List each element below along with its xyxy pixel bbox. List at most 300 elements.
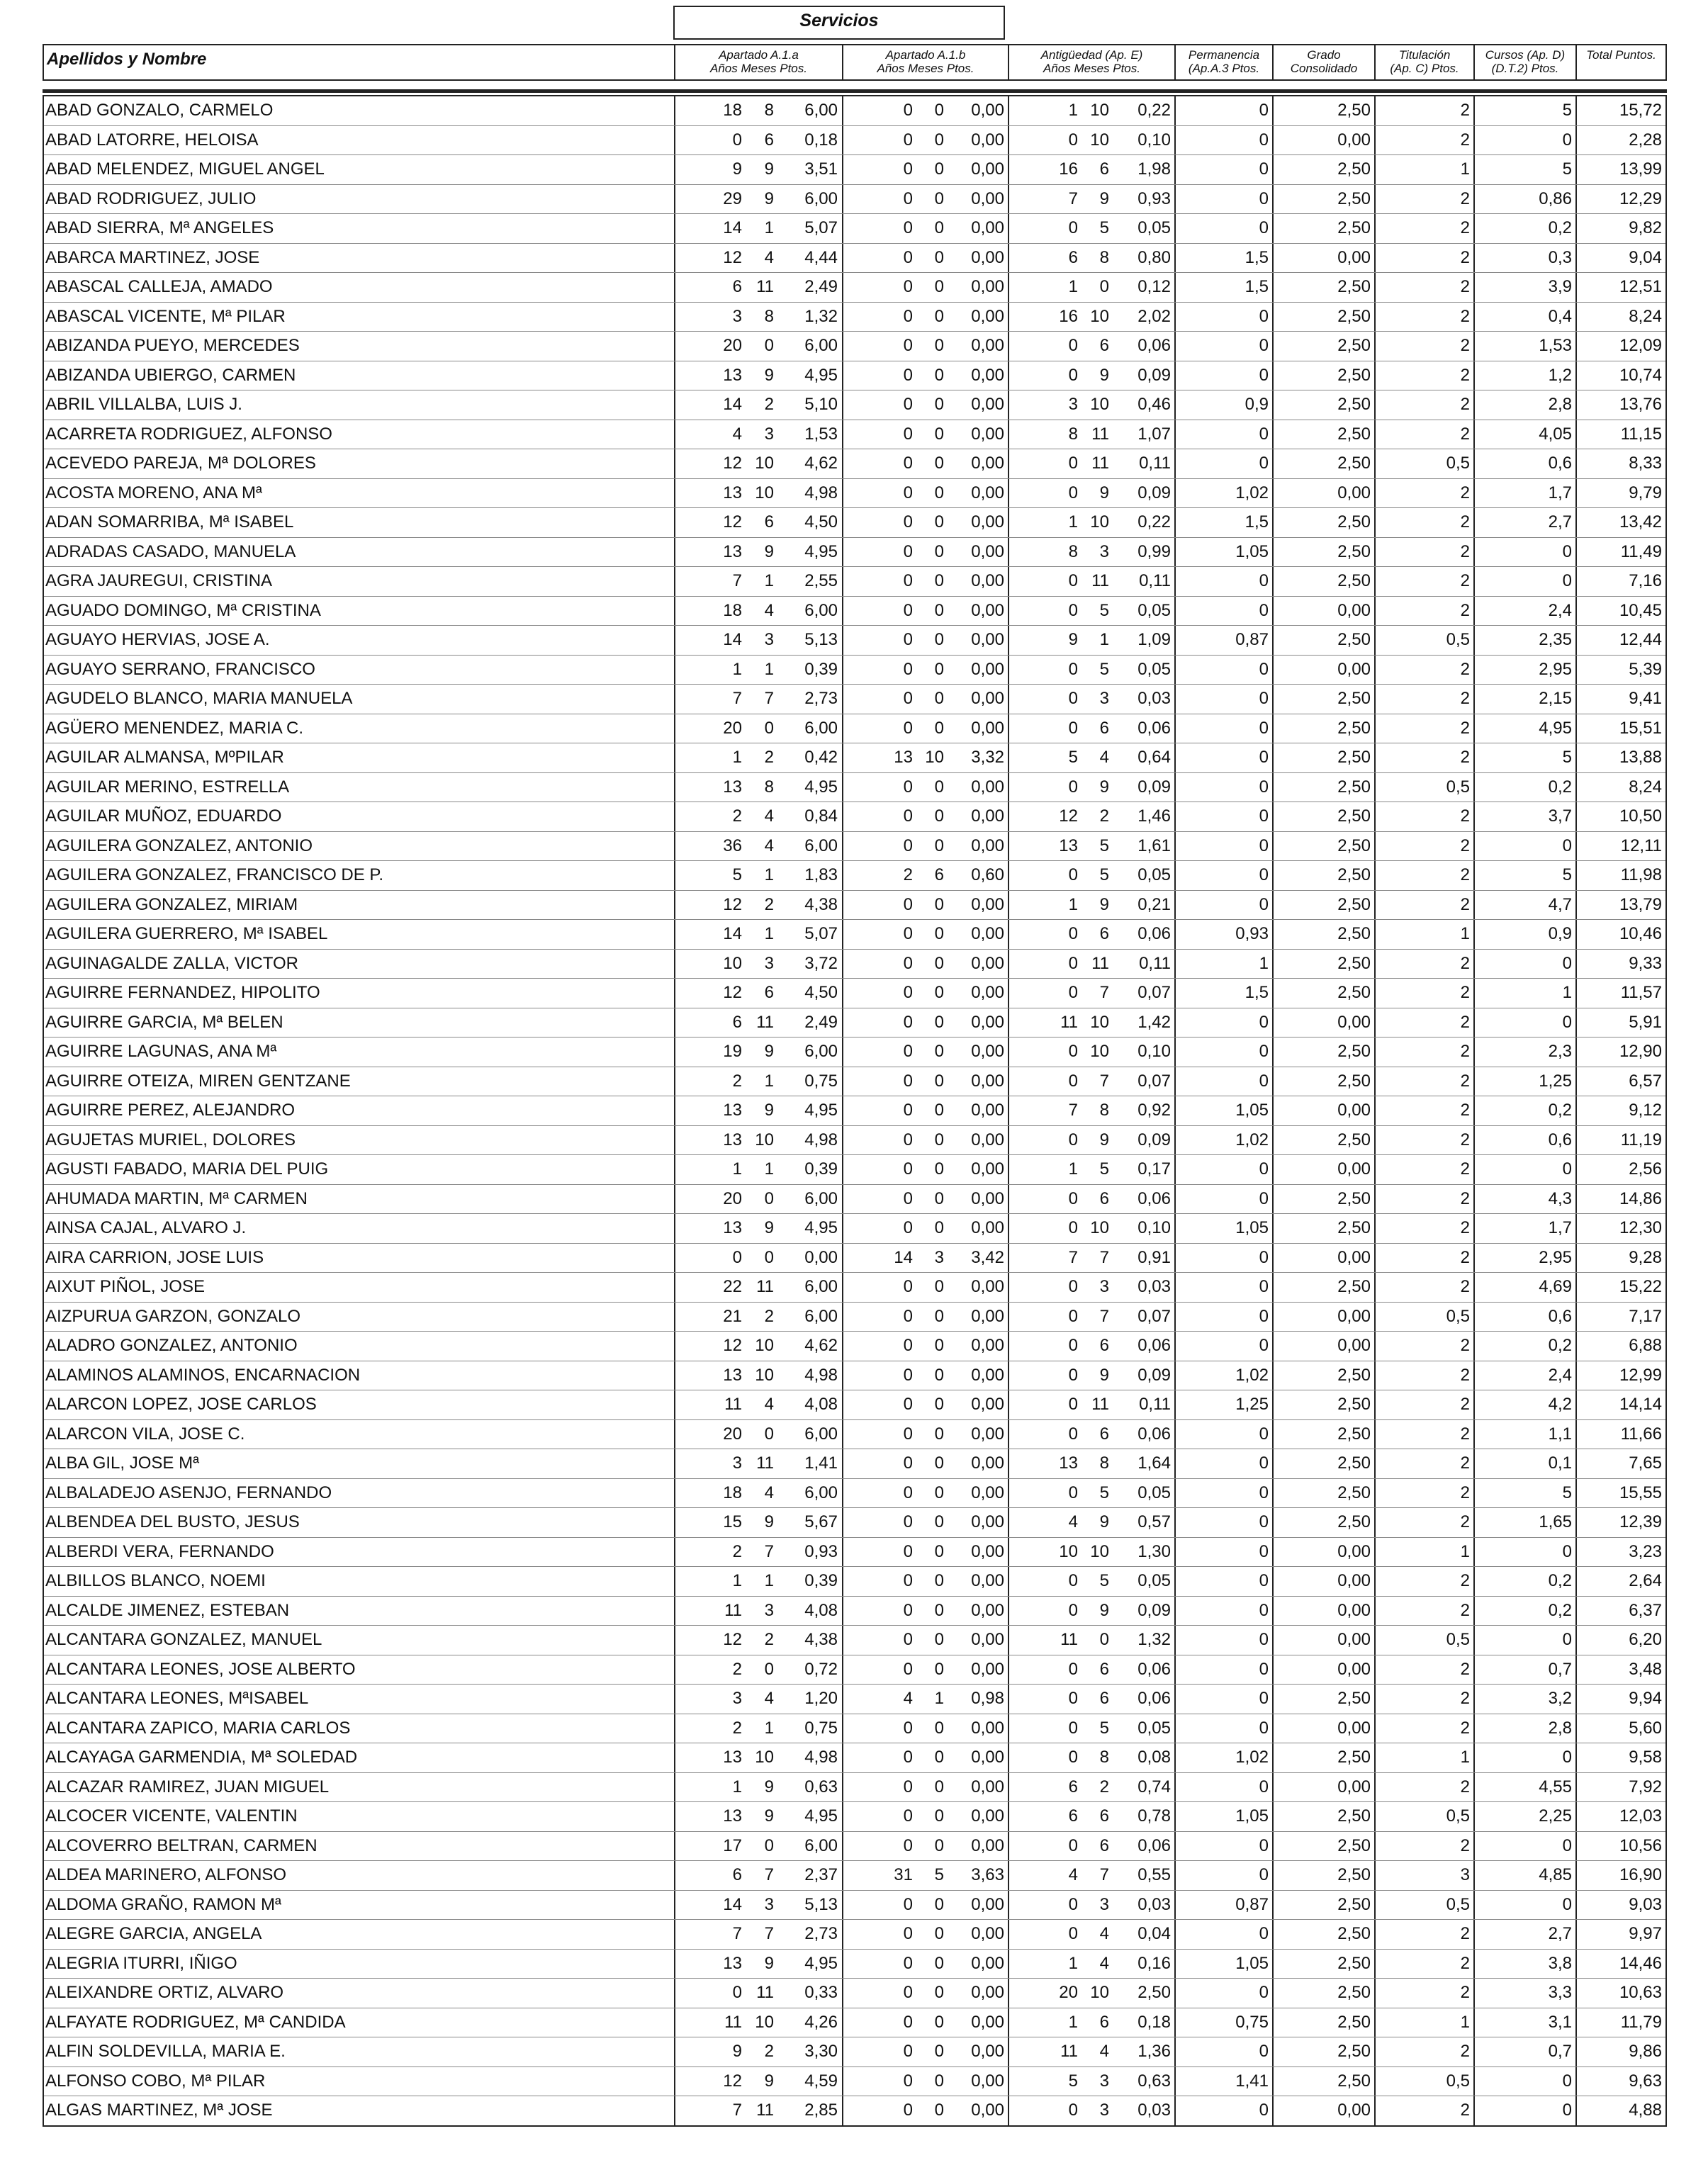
cell-total: 12,29 bbox=[1619, 189, 1662, 208]
cell-permanencia: 0 bbox=[1259, 1247, 1269, 1267]
table-row[interactable] bbox=[44, 1244, 1665, 1273]
cell-nombre: ABAD GONZALO, CARMELO bbox=[45, 101, 274, 120]
cell-titulacion: 2 bbox=[1460, 1277, 1470, 1296]
cell-titulacion: 2 bbox=[1460, 2042, 1470, 2061]
cell-total: 9,97 bbox=[1629, 1924, 1662, 1943]
cell-grado: 0,00 bbox=[1337, 1159, 1371, 1179]
table-row[interactable] bbox=[44, 1361, 1665, 1391]
cell-permanencia: 0 bbox=[1259, 1571, 1269, 1590]
cell-a1b-anios: 0 bbox=[903, 600, 913, 620]
cell-a1a-ptos: 2,49 bbox=[804, 277, 838, 296]
cell-a1b-meses: 0 bbox=[934, 718, 944, 738]
cell-cursos: 0 bbox=[1562, 1159, 1572, 1179]
cell-titulacion: 2 bbox=[1460, 2101, 1470, 2120]
table-row[interactable] bbox=[44, 273, 1665, 303]
cell-cursos: 2,8 bbox=[1548, 395, 1572, 414]
cell-a1b-anios: 0 bbox=[903, 806, 913, 826]
table-row[interactable] bbox=[44, 1685, 1665, 1714]
table-row[interactable] bbox=[44, 1126, 1665, 1156]
cell-a1a-ptos: 0,93 bbox=[804, 1541, 838, 1561]
cell-a1b-meses: 0 bbox=[934, 1483, 944, 1502]
cell-permanencia: 1,41 bbox=[1235, 2071, 1269, 2091]
cell-grado: 0,00 bbox=[1337, 659, 1371, 679]
table-row[interactable] bbox=[44, 802, 1665, 832]
cell-nombre: AGUDELO BLANCO, MARIA MANUELA bbox=[45, 689, 353, 708]
header-label: Permanencia bbox=[1188, 48, 1260, 62]
header-sublabel: Años Meses Ptos. bbox=[877, 62, 974, 75]
header-permanencia bbox=[1174, 45, 1272, 79]
cell-antig-anios: 0 bbox=[1068, 483, 1078, 502]
cell-a1a-ptos: 0,75 bbox=[804, 1071, 838, 1091]
cell-antig-anios: 0 bbox=[1068, 659, 1078, 679]
table-row[interactable] bbox=[44, 743, 1665, 773]
table-row[interactable] bbox=[44, 1773, 1665, 1803]
cell-a1b-ptos: 0,00 bbox=[971, 659, 1004, 679]
cell-total: 12,09 bbox=[1619, 336, 1662, 355]
cell-titulacion: 0,5 bbox=[1446, 2071, 1470, 2091]
cell-nombre: AIXUT PIÑOL, JOSE bbox=[45, 1277, 205, 1296]
cell-a1a-anios: 12 bbox=[723, 983, 742, 1002]
cell-a1a-meses: 1 bbox=[764, 571, 774, 590]
cell-a1a-meses: 10 bbox=[755, 1130, 774, 1149]
cell-antig-anios: 4 bbox=[1068, 1865, 1078, 1884]
cell-a1b-meses: 0 bbox=[934, 189, 944, 208]
table-row[interactable] bbox=[44, 2037, 1665, 2067]
cell-permanencia: 0 bbox=[1259, 865, 1269, 884]
table-row[interactable] bbox=[44, 214, 1665, 244]
cell-titulacion: 2 bbox=[1460, 600, 1470, 620]
cell-antig-meses: 10 bbox=[1090, 306, 1109, 326]
cell-a1a-ptos: 3,51 bbox=[804, 159, 838, 179]
cell-antig-anios: 0 bbox=[1068, 1395, 1078, 1414]
table-row[interactable] bbox=[44, 390, 1665, 420]
cell-permanencia: 0 bbox=[1259, 1924, 1269, 1943]
cell-a1b-meses: 0 bbox=[934, 101, 944, 120]
cell-nombre: ALARCON LOPEZ, JOSE CARLOS bbox=[45, 1395, 317, 1414]
cell-grado: 2,50 bbox=[1337, 541, 1371, 561]
cell-grado: 0,00 bbox=[1337, 1571, 1371, 1590]
cell-a1a-ptos: 0,39 bbox=[804, 1571, 838, 1590]
cell-antig-meses: 6 bbox=[1099, 1806, 1109, 1826]
cell-a1a-ptos: 2,73 bbox=[804, 1924, 838, 1943]
cell-nombre: ALCANTARA LEONES, MªISABEL bbox=[45, 1689, 309, 1708]
table-row[interactable] bbox=[44, 2008, 1665, 2038]
cell-a1b-ptos: 0,00 bbox=[971, 1894, 1004, 1914]
cell-a1b-meses: 0 bbox=[934, 1071, 944, 1091]
cell-a1b-ptos: 0,00 bbox=[971, 454, 1004, 473]
cell-a1b-anios: 0 bbox=[903, 483, 913, 502]
cell-antig-anios: 0 bbox=[1068, 1306, 1078, 1326]
table-row[interactable] bbox=[44, 1950, 1665, 1979]
cell-antig-meses: 10 bbox=[1090, 1541, 1109, 1561]
cell-total: 11,49 bbox=[1620, 541, 1662, 561]
table-row[interactable] bbox=[44, 1802, 1665, 1832]
table-row[interactable] bbox=[44, 1155, 1665, 1185]
cell-a1b-anios: 2 bbox=[903, 865, 913, 884]
cell-titulacion: 2 bbox=[1460, 101, 1470, 120]
table-row[interactable] bbox=[44, 685, 1665, 714]
cell-a1b-meses: 0 bbox=[934, 1806, 944, 1826]
cell-a1b-meses: 0 bbox=[934, 689, 944, 708]
cell-a1b-meses: 0 bbox=[934, 571, 944, 590]
cell-a1b-meses: 0 bbox=[934, 1188, 944, 1208]
table-row[interactable] bbox=[44, 1037, 1665, 1067]
cell-antig-meses: 8 bbox=[1099, 1101, 1109, 1120]
table-row[interactable] bbox=[44, 1891, 1665, 1921]
cell-permanencia: 0 bbox=[1259, 1188, 1269, 1208]
cell-a1a-anios: 3 bbox=[732, 1453, 742, 1473]
cell-a1a-ptos: 4,98 bbox=[804, 483, 838, 502]
cell-a1b-meses: 0 bbox=[934, 424, 944, 444]
cell-a1b-ptos: 0,00 bbox=[971, 424, 1004, 444]
cell-a1b-ptos: 0,00 bbox=[971, 836, 1004, 855]
cell-nombre: ALDOMA GRAÑO, RAMON Mª bbox=[45, 1894, 281, 1914]
cell-antig-meses: 9 bbox=[1099, 189, 1109, 208]
cell-total: 11,19 bbox=[1620, 1130, 1662, 1149]
table-row[interactable] bbox=[44, 538, 1665, 568]
cell-antig-anios: 0 bbox=[1068, 1571, 1078, 1590]
cell-nombre: AGRA JAUREGUI, CRISTINA bbox=[45, 571, 273, 590]
cell-antig-anios: 0 bbox=[1068, 1188, 1078, 1208]
cell-antig-ptos: 0,06 bbox=[1137, 1424, 1171, 1444]
table-row[interactable] bbox=[44, 1655, 1665, 1685]
header-sublabel: Años Meses Ptos. bbox=[709, 62, 807, 75]
table-row[interactable] bbox=[44, 361, 1665, 391]
cell-grado: 0,00 bbox=[1337, 1718, 1371, 1738]
cell-a1a-anios: 7 bbox=[732, 571, 742, 590]
table-row[interactable] bbox=[44, 1332, 1665, 1361]
cell-a1b-ptos: 0,00 bbox=[971, 1277, 1004, 1296]
table-row[interactable] bbox=[44, 1096, 1665, 1126]
table-row[interactable] bbox=[44, 1214, 1665, 1244]
cell-permanencia: 0 bbox=[1259, 1983, 1269, 2002]
cell-grado: 2,50 bbox=[1337, 983, 1371, 1002]
cell-a1a-meses: 9 bbox=[764, 159, 774, 179]
table-row[interactable] bbox=[44, 1714, 1665, 1744]
cell-a1b-ptos: 0,00 bbox=[971, 1718, 1004, 1738]
cell-nombre: ALCOVERRO BELTRAN, CARMEN bbox=[45, 1835, 318, 1855]
cell-antig-anios: 0 bbox=[1068, 218, 1078, 237]
cell-antig-anios: 1 bbox=[1068, 1953, 1078, 1973]
cell-a1a-anios: 2 bbox=[732, 1659, 742, 1679]
cell-a1b-anios: 0 bbox=[903, 1188, 913, 1208]
header-label: Titulación bbox=[1398, 48, 1451, 62]
table-row[interactable] bbox=[44, 714, 1665, 744]
cell-permanencia: 1,02 bbox=[1235, 1130, 1269, 1149]
cell-antig-ptos: 0,99 bbox=[1137, 541, 1171, 561]
cell-antig-anios: 0 bbox=[1068, 1483, 1078, 1502]
cell-nombre: ABAD MELENDEZ, MIGUEL ANGEL bbox=[45, 159, 325, 179]
table-row[interactable] bbox=[44, 1979, 1665, 2008]
table-row[interactable] bbox=[44, 1508, 1665, 1538]
cell-antig-anios: 0 bbox=[1068, 1042, 1078, 1061]
cell-a1b-anios: 0 bbox=[903, 894, 913, 914]
table-row[interactable] bbox=[44, 1390, 1665, 1420]
cell-nombre: AIZPURUA GARZON, GONZALO bbox=[45, 1306, 301, 1326]
cell-antig-anios: 4 bbox=[1068, 1512, 1078, 1531]
cell-antig-anios: 10 bbox=[1059, 1541, 1078, 1561]
cell-antig-meses: 11 bbox=[1091, 571, 1109, 590]
table-row[interactable] bbox=[44, 1920, 1665, 1950]
cell-nombre: ALCALDE JIMENEZ, ESTEBAN bbox=[45, 1600, 290, 1620]
cell-a1b-ptos: 0,00 bbox=[971, 1777, 1004, 1796]
cell-a1a-anios: 13 bbox=[723, 1748, 742, 1767]
table-row[interactable] bbox=[44, 1743, 1665, 1773]
cell-total: 11,66 bbox=[1620, 1424, 1662, 1444]
table-row[interactable] bbox=[44, 567, 1665, 597]
cell-a1b-anios: 0 bbox=[903, 218, 913, 237]
table-row[interactable] bbox=[44, 303, 1665, 332]
cell-a1a-meses: 1 bbox=[764, 1071, 774, 1091]
cell-permanencia: 0 bbox=[1259, 424, 1269, 444]
cell-antig-meses: 6 bbox=[1099, 1336, 1109, 1355]
cell-a1b-meses: 5 bbox=[934, 1865, 944, 1884]
cell-a1a-ptos: 6,00 bbox=[804, 1277, 838, 1296]
cell-titulacion: 2 bbox=[1460, 1924, 1470, 1943]
cell-antig-ptos: 1,98 bbox=[1137, 159, 1171, 179]
cell-antig-meses: 9 bbox=[1099, 1512, 1109, 1531]
cell-cursos: 0,6 bbox=[1548, 1306, 1572, 1326]
table-row[interactable] bbox=[44, 96, 1665, 126]
cell-a1b-ptos: 0,00 bbox=[971, 1835, 1004, 1855]
table-row[interactable] bbox=[44, 155, 1665, 185]
table-row[interactable] bbox=[44, 656, 1665, 685]
cell-a1a-anios: 36 bbox=[723, 836, 742, 855]
cell-titulacion: 2 bbox=[1460, 806, 1470, 826]
cell-a1a-meses: 9 bbox=[764, 1806, 774, 1826]
cell-a1a-anios: 13 bbox=[723, 365, 742, 385]
table-row[interactable] bbox=[44, 1303, 1665, 1332]
cell-antig-ptos: 0,06 bbox=[1137, 1659, 1171, 1679]
cell-a1b-meses: 6 bbox=[934, 865, 944, 884]
table-row[interactable] bbox=[44, 597, 1665, 626]
cell-a1a-ptos: 0,33 bbox=[804, 1983, 838, 2002]
cell-antig-anios: 3 bbox=[1068, 395, 1078, 414]
table-row[interactable] bbox=[44, 2096, 1665, 2125]
cell-total: 9,63 bbox=[1629, 2071, 1662, 2091]
table-row[interactable] bbox=[44, 1273, 1665, 1303]
cell-cursos: 0,2 bbox=[1548, 1600, 1572, 1620]
cell-a1a-ptos: 6,00 bbox=[804, 1483, 838, 1502]
table-row[interactable] bbox=[44, 479, 1665, 509]
table-row[interactable] bbox=[44, 1185, 1665, 1215]
cell-total: 11,98 bbox=[1620, 865, 1662, 884]
cell-antig-ptos: 0,10 bbox=[1137, 1218, 1171, 1237]
cell-antig-ptos: 0,11 bbox=[1139, 1395, 1171, 1414]
cell-titulacion: 2 bbox=[1460, 247, 1470, 267]
cell-antig-ptos: 1,32 bbox=[1137, 1630, 1171, 1649]
cell-a1a-anios: 14 bbox=[723, 395, 742, 414]
table-row[interactable] bbox=[44, 891, 1665, 921]
cell-total: 9,03 bbox=[1629, 1894, 1662, 1914]
cell-cursos: 0,6 bbox=[1548, 454, 1572, 473]
cell-a1b-ptos: 0,00 bbox=[971, 1012, 1004, 1032]
cell-a1a-meses: 2 bbox=[764, 894, 774, 914]
header-label: Total Puntos. bbox=[1586, 48, 1656, 62]
cell-a1a-anios: 20 bbox=[723, 718, 742, 738]
cell-a1a-anios: 0 bbox=[732, 1983, 742, 2002]
cell-a1a-ptos: 4,95 bbox=[804, 365, 838, 385]
table-row[interactable] bbox=[44, 1626, 1665, 1655]
cell-total: 2,28 bbox=[1629, 130, 1662, 150]
cell-nombre: ADAN SOMARRIBA, Mª ISABEL bbox=[45, 512, 294, 532]
cell-a1a-anios: 14 bbox=[723, 630, 742, 649]
cell-antig-meses: 8 bbox=[1099, 1748, 1109, 1767]
cell-grado: 2,50 bbox=[1337, 865, 1371, 884]
cell-a1b-anios: 0 bbox=[903, 247, 913, 267]
cell-a1b-meses: 0 bbox=[934, 1630, 944, 1649]
cell-antig-ptos: 0,08 bbox=[1137, 1748, 1171, 1767]
cell-nombre: ALFAYATE RODRIGUEZ, Mª CANDIDA bbox=[45, 2012, 346, 2032]
cell-permanencia: 1,5 bbox=[1245, 247, 1269, 267]
cell-permanencia: 0 bbox=[1259, 1306, 1269, 1326]
cell-a1a-anios: 7 bbox=[732, 2101, 742, 2120]
cell-antig-meses: 7 bbox=[1099, 1247, 1109, 1267]
table-row[interactable] bbox=[44, 508, 1665, 538]
cell-cursos: 4,69 bbox=[1539, 1277, 1572, 1296]
table-row[interactable] bbox=[44, 1067, 1665, 1097]
cell-a1a-anios: 12 bbox=[723, 247, 742, 267]
table-row[interactable] bbox=[44, 773, 1665, 803]
cell-a1a-meses: 4 bbox=[764, 1395, 774, 1414]
cell-a1a-meses: 0 bbox=[764, 1659, 774, 1679]
cell-titulacion: 1 bbox=[1460, 1541, 1470, 1561]
cell-a1b-anios: 0 bbox=[903, 365, 913, 385]
cell-antig-meses: 10 bbox=[1090, 1012, 1109, 1032]
table-row[interactable] bbox=[44, 1479, 1665, 1509]
cell-nombre: ALAMINOS ALAMINOS, ENCARNACION bbox=[45, 1365, 361, 1385]
cell-antig-anios: 5 bbox=[1068, 2071, 1078, 2091]
cell-cursos: 2,4 bbox=[1548, 1365, 1572, 1385]
cell-antig-anios: 5 bbox=[1068, 748, 1078, 767]
table-row[interactable] bbox=[44, 244, 1665, 274]
cell-grado: 2,50 bbox=[1337, 630, 1371, 649]
table-row[interactable] bbox=[44, 1538, 1665, 1568]
table-row[interactable] bbox=[44, 979, 1665, 1008]
cell-grado: 2,50 bbox=[1337, 1188, 1371, 1208]
cell-a1a-anios: 6 bbox=[732, 1865, 742, 1884]
cell-permanencia: 0 bbox=[1259, 1512, 1269, 1531]
table-row[interactable] bbox=[44, 1832, 1665, 1862]
cell-a1a-ptos: 1,53 bbox=[804, 424, 838, 444]
cell-antig-anios: 12 bbox=[1059, 806, 1078, 826]
cell-a1b-anios: 0 bbox=[903, 1512, 913, 1531]
cell-a1a-meses: 9 bbox=[764, 541, 774, 561]
cell-a1b-ptos: 0,00 bbox=[971, 2012, 1004, 2032]
table-row[interactable] bbox=[44, 1008, 1665, 1038]
cell-grado: 2,50 bbox=[1337, 571, 1371, 590]
cell-a1a-ptos: 1,20 bbox=[804, 1689, 838, 1708]
table-row[interactable] bbox=[44, 332, 1665, 361]
cell-permanencia: 0 bbox=[1259, 1159, 1269, 1179]
table-row[interactable] bbox=[44, 861, 1665, 891]
cell-antig-anios: 0 bbox=[1068, 1336, 1078, 1355]
cell-a1a-ptos: 4,98 bbox=[804, 1130, 838, 1149]
cell-antig-meses: 9 bbox=[1099, 1365, 1109, 1385]
cell-a1b-meses: 0 bbox=[934, 1541, 944, 1561]
cell-a1b-meses: 0 bbox=[934, 1012, 944, 1032]
cell-a1a-ptos: 4,62 bbox=[804, 454, 838, 473]
table-row[interactable] bbox=[44, 1597, 1665, 1626]
cell-titulacion: 2 bbox=[1460, 1365, 1470, 1385]
cell-a1a-anios: 3 bbox=[732, 306, 742, 326]
table-row[interactable] bbox=[44, 950, 1665, 979]
cell-a1a-ptos: 4,62 bbox=[804, 1336, 838, 1355]
cell-antig-meses: 3 bbox=[1099, 1894, 1109, 1914]
cell-a1a-anios: 13 bbox=[723, 1101, 742, 1120]
cell-a1b-meses: 0 bbox=[934, 1365, 944, 1385]
cell-a1a-ptos: 6,00 bbox=[804, 836, 838, 855]
cell-nombre: AGUILERA GONZALEZ, ANTONIO bbox=[45, 836, 313, 855]
table-row[interactable] bbox=[44, 832, 1665, 862]
cell-a1a-ptos: 4,26 bbox=[804, 2012, 838, 2032]
cell-antig-meses: 10 bbox=[1090, 130, 1109, 150]
cell-a1a-ptos: 3,30 bbox=[804, 2042, 838, 2061]
cell-grado: 0,00 bbox=[1337, 1777, 1371, 1796]
cell-permanencia: 0 bbox=[1259, 1336, 1269, 1355]
cell-antig-meses: 9 bbox=[1099, 1130, 1109, 1149]
header-label: Apartado A.1.a bbox=[719, 48, 799, 62]
cell-permanencia: 0,93 bbox=[1235, 924, 1269, 943]
cell-cursos: 0,7 bbox=[1548, 1659, 1572, 1679]
cell-grado: 2,50 bbox=[1337, 1483, 1371, 1502]
table-row[interactable] bbox=[44, 185, 1665, 215]
cell-a1a-ptos: 6,00 bbox=[804, 1306, 838, 1326]
cell-a1a-meses: 1 bbox=[764, 1571, 774, 1590]
table-row[interactable] bbox=[44, 2067, 1665, 2097]
cell-nombre: ALDEA MARINERO, ALFONSO bbox=[45, 1865, 287, 1884]
cell-a1b-ptos: 3,63 bbox=[971, 1865, 1004, 1884]
cell-a1b-ptos: 0,00 bbox=[971, 2071, 1004, 2091]
table-row[interactable] bbox=[44, 126, 1665, 156]
cell-cursos: 0,9 bbox=[1548, 924, 1572, 943]
table-row[interactable] bbox=[44, 1861, 1665, 1891]
cell-titulacion: 2 bbox=[1460, 689, 1470, 708]
cell-cursos: 4,55 bbox=[1539, 1777, 1572, 1796]
cell-antig-anios: 1 bbox=[1068, 2012, 1078, 2032]
cell-permanencia: 1,05 bbox=[1235, 541, 1269, 561]
cell-nombre: AGÜERO MENENDEZ, MARIA C. bbox=[45, 718, 304, 738]
table-row[interactable] bbox=[44, 1567, 1665, 1597]
cell-a1b-anios: 0 bbox=[903, 1718, 913, 1738]
table-row[interactable] bbox=[44, 420, 1665, 450]
cell-permanencia: 0 bbox=[1259, 1659, 1269, 1679]
cell-permanencia: 0 bbox=[1259, 1277, 1269, 1296]
table-row[interactable] bbox=[44, 449, 1665, 479]
table-row[interactable] bbox=[44, 920, 1665, 950]
table-header bbox=[43, 44, 1667, 81]
table-row[interactable] bbox=[44, 1449, 1665, 1479]
cell-a1b-meses: 1 bbox=[934, 1689, 944, 1708]
cell-a1a-meses: 0 bbox=[764, 1247, 774, 1267]
cell-a1a-anios: 20 bbox=[723, 336, 742, 355]
cell-titulacion: 2 bbox=[1460, 1247, 1470, 1267]
cell-a1b-meses: 0 bbox=[934, 365, 944, 385]
cell-a1a-meses: 9 bbox=[764, 1777, 774, 1796]
cell-cursos: 0,3 bbox=[1548, 247, 1572, 267]
cell-nombre: ALBERDI VERA, FERNANDO bbox=[45, 1541, 274, 1561]
cell-grado: 0,00 bbox=[1337, 1247, 1371, 1267]
cell-a1a-meses: 11 bbox=[756, 1453, 774, 1473]
cell-antig-meses: 5 bbox=[1099, 218, 1109, 237]
cell-a1b-anios: 0 bbox=[903, 1659, 913, 1679]
cell-antig-anios: 6 bbox=[1068, 247, 1078, 267]
cell-grado: 2,50 bbox=[1337, 689, 1371, 708]
table-row[interactable] bbox=[44, 626, 1665, 656]
cell-a1a-anios: 5 bbox=[732, 865, 742, 884]
cell-total: 15,22 bbox=[1619, 1277, 1662, 1296]
table-row[interactable] bbox=[44, 1420, 1665, 1450]
